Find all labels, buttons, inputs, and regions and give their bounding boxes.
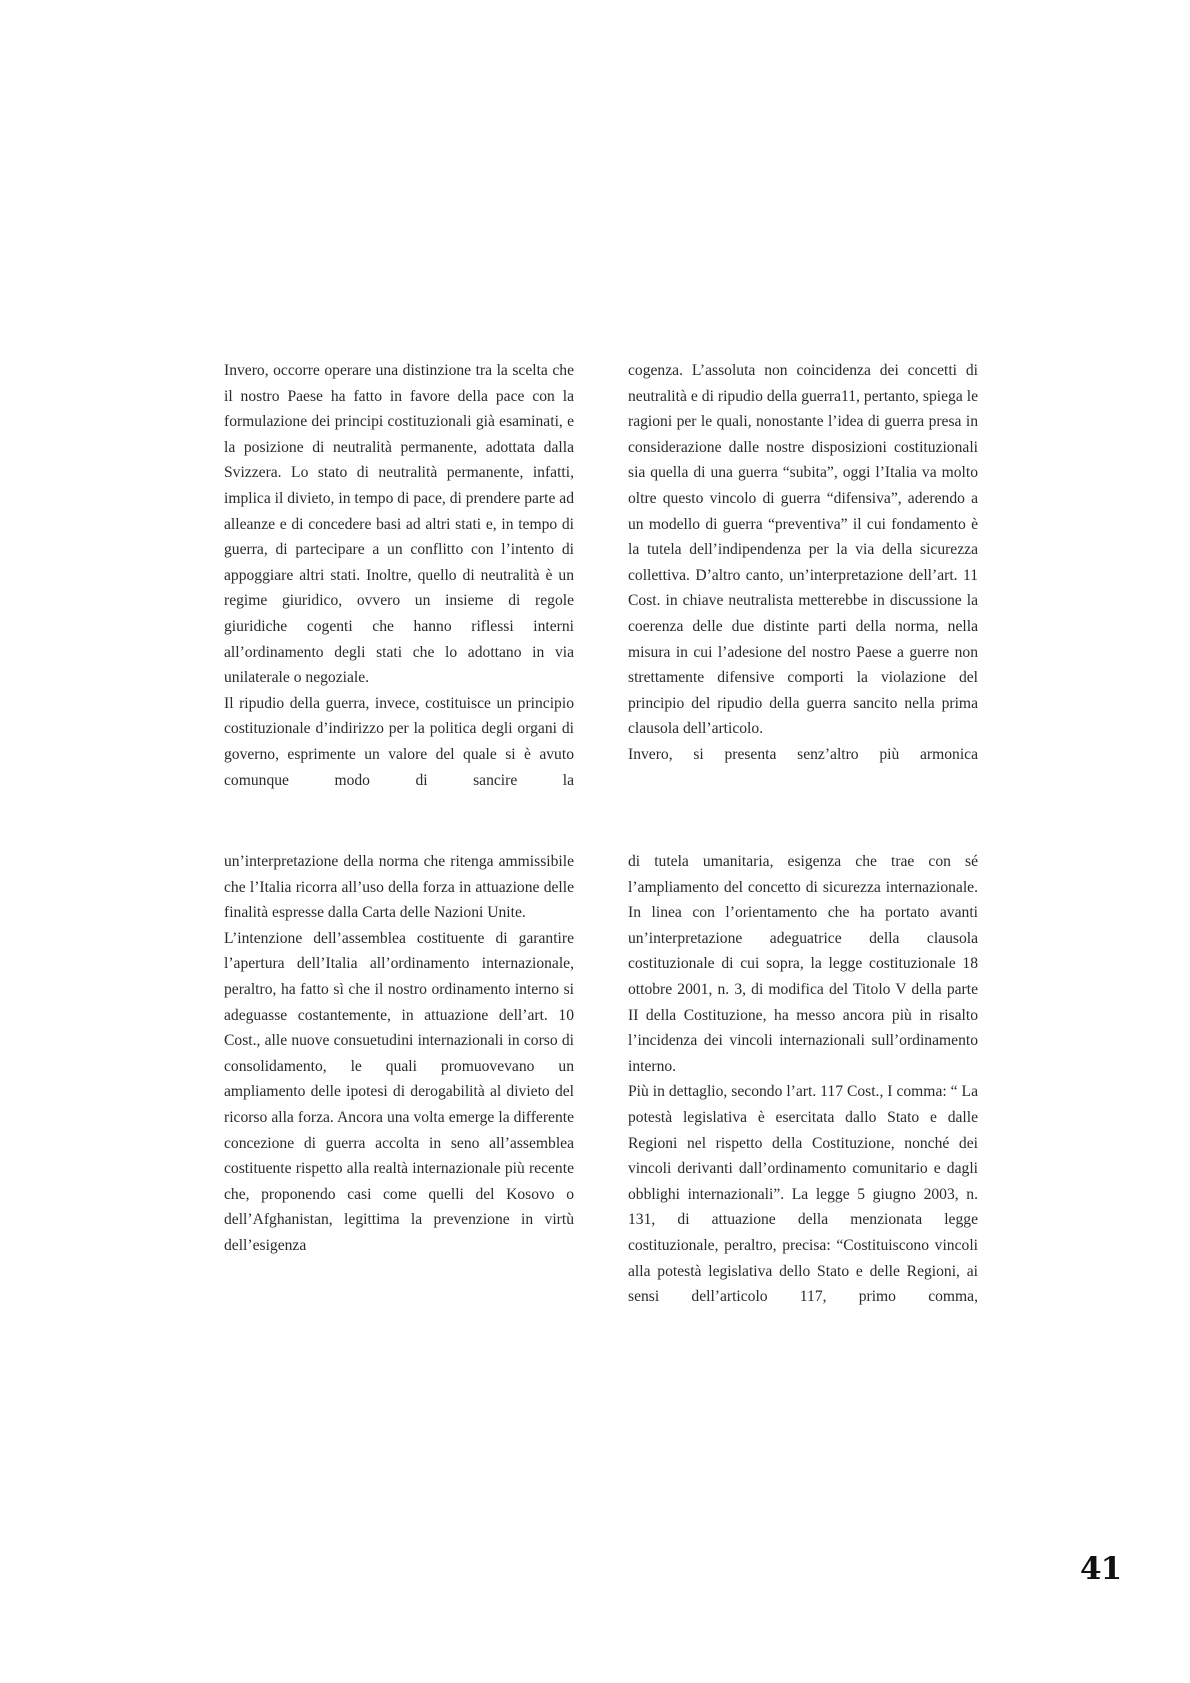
text-column-bottom-left [224,849,574,1259]
paragraph: di tutela umanitaria, esigenza che trae con sé l’ampliamento del concetto di sicurezza internazionale. In linea con l’orientamento che ha portato avanti un’interpretazione adeguatrice della clausola costituzionale di cui sopra, la legge costituzionale 18 ottobre 2001, n. 3, di modifica del Titolo V della parte II della Costituzione, ha messo ancora più in risalto l’incidenza dei vincoli internazionali sull’ordinamento interno. [628,853,978,1075]
text-column-top-left [224,358,574,793]
paragraph: cogenza. L’assoluta non coincidenza dei concetti di neutralità e di ripudio della guerra11, pertanto, spiega le ragioni per le quali, nonostante l’idea di guerra presa in considerazione dalle nostre disposizioni costituzionali sia quella di una guerra “subita”, oggi l’Italia va molto oltre questo vincolo di guerra “difensiva”, aderendo a un modello di guerra “preventiva” il cui fondamento è la tutela dell’indipendenza per la via della sicurezza collettiva. D’altro canto, un’interpretazione dell’art. 11 Cost. in chiave neutralista metterebbe in discussione la coerenza delle due distinte parti della norma, nella misura in cui l’adesione del nostro Paese a guerre non strettamente difensive comporti la violazione del principio del ripudio della guerra sancito nella prima clausola dell’articolo. [628,362,978,738]
paragraph: L’intenzione dell’assemblea costituente di garantire l’apertura dell’Italia all’ordinamento internazionale, peraltro, ha fatto sì che il nostro ordinamento interno si adeguasse costantemente, in attuazione dell’art. 10 Cost., alle nuove consuetudini internazionali in corso di consolidamento, le quali promuovevano un ampliamento delle ipotesi di derogabilità al divieto del ricorso alla forza. Ancora una volta emerge la differente concezione di guerra accolta in seno all’assemblea costituente rispetto alla realtà internazionale più recente che, proponendo casi come quelli del Kosovo o dell’Afghanistan, legittima la prevenzione in virtù dell’esigenza [224,929,574,1254]
paragraph: Invero, occorre operare una distinzione tra la scelta che il nostro Paese ha fatto in favore della pace con la formulazione dei principi costituzionali già esaminati, e la posizione di neutralità permanente, adottata dalla Svizzera. Lo stato di neutralità permanente, infatti, implica il divieto, in tempo di pace, di prendere parte ad alleanze e di concedere basi ad altri stati e, in tempo di guerra, di partecipare a un conflitto con l’intento di appoggiare altri stati. Inoltre, quello di neutralità è un regime giuridico, ovvero un insieme di regole giuridiche cogenti che hanno riflessi interni all’ordinamento degli stati che lo adottano in via unilaterale o negoziale. [224,362,574,687]
page-number: 41 [1080,1551,1122,1587]
paragraph: Invero, si presenta senz’altro più armonica [628,745,978,763]
paragraph: un’interpretazione della norma che ritenga ammissibile che l’Italia ricorra all’uso della forza in attuazione delle finalità espresse dalla Carta delle Nazioni Unite. [224,853,574,922]
paragraph: Più in dettaglio, secondo l’art. 117 Cost., I comma: “ La potestà legislativa è esercitata dallo Stato e dalle Regioni nel rispetto della Costituzione, nonché dei vincoli derivanti dall’ordinamento comunitario e dagli obblighi internazionali”. La legge 5 giugno 2003, n. 131, di attuazione della menzionata legge costituzionale, peraltro, precisa: “Costituiscono vincoli alla potestà legislativa dello Stato e delle Regioni, ai sensi dell’articolo 117, primo comma, [628,1083,978,1306]
text-column-top-right [628,358,978,768]
text-column-bottom-right [628,849,978,1310]
paragraph: Il ripudio della guerra, invece, costituisce un principio costituzionale d’indirizzo per la politica degli organi di governo, esprimente un valore del quale si è avuto comunque modo di sancire la [224,694,574,789]
